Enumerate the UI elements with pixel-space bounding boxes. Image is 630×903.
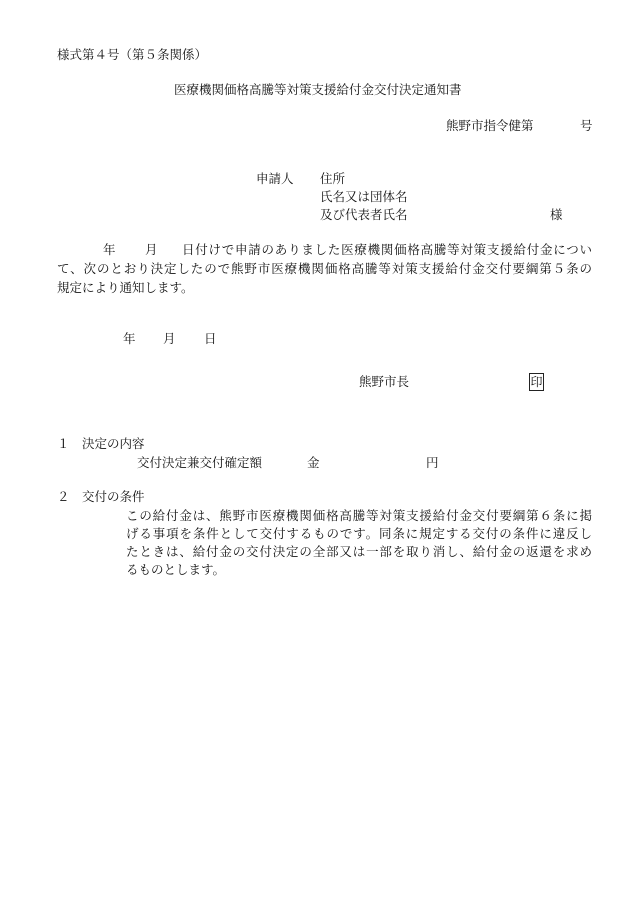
applicant-rep-label: 及び代表者氏名 [320,207,408,222]
section2-line-2: げる事項を条件として交付するものです。同条に規定する交付の条件に違反し [126,526,592,541]
date-day: 日 [204,331,217,346]
reference-suffix: 号 [580,118,593,133]
date-year: 年 [123,331,136,346]
reference-prefix: 熊野市指令健第 [446,118,534,133]
document-title: 医療機関価格高騰等対策支援給付金交付決定通知書 [174,82,462,97]
section1-heading: １ 決定の内容 [57,436,145,451]
body-line-2: て、次のとおり決定したので熊野市医療機関価格高騰等対策支援給付金交付要綱第５条の [57,261,592,276]
body-line-1: 日付けで申請のありました医療機関価格高騰等対策支援給付金につい [182,242,592,257]
amount-label: 交付決定兼交付確定額 [137,455,263,470]
applicant-honorific: 様 [550,207,563,222]
body-month: 月 [145,242,158,257]
section2-line-3: たときは、給付金の交付決定の全部又は一部を取り消し、給付金の返還を求め [126,544,592,559]
section2-line-1: この給付金は、熊野市医療機関価格高騰等対策支援給付金交付要綱第６条に掲 [126,508,592,523]
form-number: 様式第４号（第５条関係） [57,47,208,62]
applicant-name-label: 氏名又は団体名 [320,189,408,204]
section2-heading: ２ 交付の条件 [57,489,145,504]
currency-suffix: 円 [426,455,439,470]
currency-prefix: 金 [307,455,320,470]
applicant-label: 申請人 [256,171,294,186]
section2-line-4: るものとします。 [126,562,226,577]
issuer-name: 熊野市長 [359,374,410,389]
body-line-3: 規定により通知します。 [57,280,194,295]
official-seal: 印 [530,375,543,389]
applicant-address-label: 住所 [320,171,346,186]
date-month: 月 [163,331,176,346]
body-year: 年 [103,242,116,257]
